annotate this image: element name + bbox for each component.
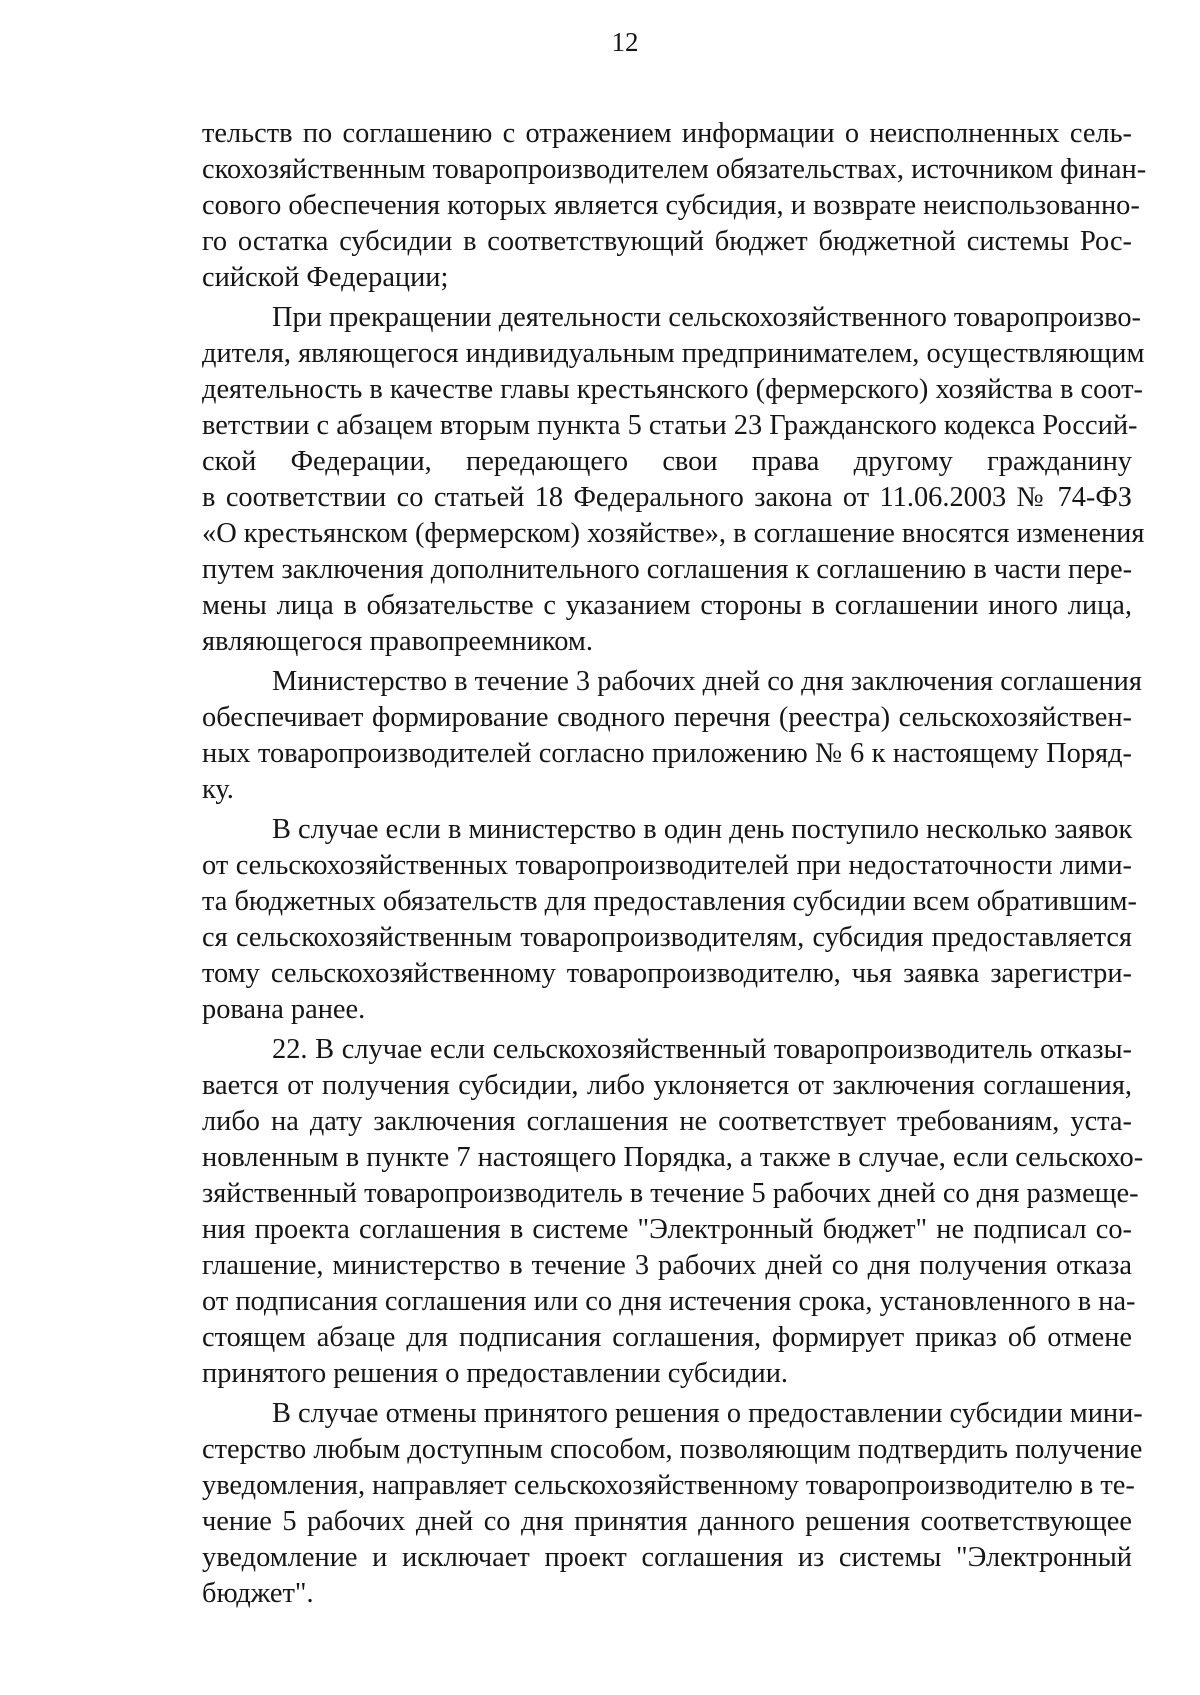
text-line: сового обеспечения которых является субсидия, и возврате неиспользованно-: [202, 190, 1140, 221]
paragraph: [202, 664, 1142, 808]
text-line: дителя, являющегося индивидуальным предпринимателем, осуществляющим: [202, 338, 1145, 369]
text-line: принятого решения о предоставлении субсидии.: [202, 1358, 788, 1389]
paragraph: [202, 1396, 1143, 1612]
page-number: 12: [611, 27, 639, 57]
text-line: скохозяйственным товаропроизводителем обязательствах, источником финан-: [202, 154, 1147, 185]
text-line: либо на дату заключения соглашения не соответствует требованиям, уста-: [202, 1106, 1132, 1137]
text-line: зяйственный товаропроизводитель в течение 5 рабочих дней со дня размеще-: [202, 1178, 1139, 1209]
text-line: тому сельскохозяйственному товаропроизводителю, чья заявка зарегистри-: [202, 958, 1132, 989]
text-line: стоящем абзаце для подписания соглашения, формирует приказ об отмене: [202, 1322, 1132, 1353]
text-line: вается от получения субсидии, либо уклоняется от заключения соглашения,: [202, 1070, 1132, 1101]
text-line: В случае отмены принятого решения о предоставлении субсидии мини-: [272, 1398, 1143, 1429]
text-line: сийской Федерации;: [202, 262, 449, 293]
text-line: от сельскохозяйственных товаропроизводителей при недостаточности лими-: [202, 850, 1132, 881]
text-line: новленным в пункте 7 настоящего Порядка, а также в случае, если сельскохо-: [202, 1142, 1144, 1173]
text-line: ской Федерации, передающего свои права другому гражданину: [202, 446, 1132, 477]
text-line: тельств по соглашению с отражением информации о неисполненных сель-: [202, 118, 1132, 149]
document-body: [202, 116, 1147, 1612]
text-line: та бюджетных обязательств для предоставления субсидии всем обратившим-: [202, 886, 1137, 917]
text-line: глашение, министерство в течение 3 рабочих дней со дня получения отказа: [202, 1250, 1132, 1281]
text-line: в соответствии со статьей 18 Федерального закона от 11.06.2003 № 74-ФЗ: [202, 482, 1132, 513]
text-line: являющегося правопреемником.: [202, 626, 593, 657]
text-line: 22. В случае если сельскохозяйственный товаропроизводитель отказы-: [272, 1034, 1132, 1065]
text-line: «О крестьянском (фермерском) хозяйстве», в соглашение вносятся изменения: [202, 518, 1145, 549]
text-line: уведомления, направляет сельскохозяйственному товаропроизводителю в те-: [202, 1470, 1135, 1501]
text-line: от подписания соглашения или со дня истечения срока, установленного в на-: [202, 1286, 1136, 1317]
text-line: Министерство в течение 3 рабочих дней со дня заключения соглашения: [272, 666, 1142, 697]
paragraph: [202, 1032, 1144, 1392]
text-line: стерство любым доступным способом, позволяющим подтвердить получение: [202, 1434, 1143, 1465]
text-line: При прекращении деятельности сельскохозяйственного товаропроизво-: [272, 302, 1141, 333]
text-line: ку.: [202, 774, 234, 805]
text-line: мены лица в обязательстве с указанием стороны в соглашении иного лица,: [202, 590, 1132, 621]
paragraph: [202, 812, 1137, 1028]
text-line: чение 5 рабочих дней со дня принятия данного решения соответствующее: [202, 1506, 1132, 1537]
text-line: ветствии с абзацем вторым пункта 5 статьи 23 Гражданского кодекса Россий-: [202, 410, 1138, 441]
paragraph: [202, 300, 1145, 660]
text-line: деятельность в качестве главы крестьянского (фермерского) хозяйства в соот-: [202, 374, 1143, 405]
text-line: обеспечивает формирование сводного перечня (реестра) сельскохозяйствен-: [202, 702, 1132, 733]
text-line: рована ранее.: [202, 994, 366, 1025]
text-line: В случае если в министерство в один день поступило несколько заявок: [272, 814, 1133, 845]
text-line: уведомление и исключает проект соглашения из системы "Электронный: [202, 1542, 1132, 1573]
text-line: ных товаропроизводителей согласно приложению № 6 к настоящему Поряд-: [202, 738, 1132, 769]
text-line: го остатка субсидии в соответствующий бюджет бюджетной системы Рос-: [202, 226, 1132, 257]
text-line: бюджет".: [202, 1578, 314, 1609]
text-line: ся сельскохозяйственным товаропроизводителям, субсидия предоставляется: [202, 922, 1132, 953]
text-line: ния проекта соглашения в системе "Электронный бюджет" не подписал со-: [202, 1214, 1132, 1245]
paragraph: [202, 116, 1147, 296]
text-line: путем заключения дополнительного соглашения к соглашению в части пере-: [202, 554, 1133, 585]
